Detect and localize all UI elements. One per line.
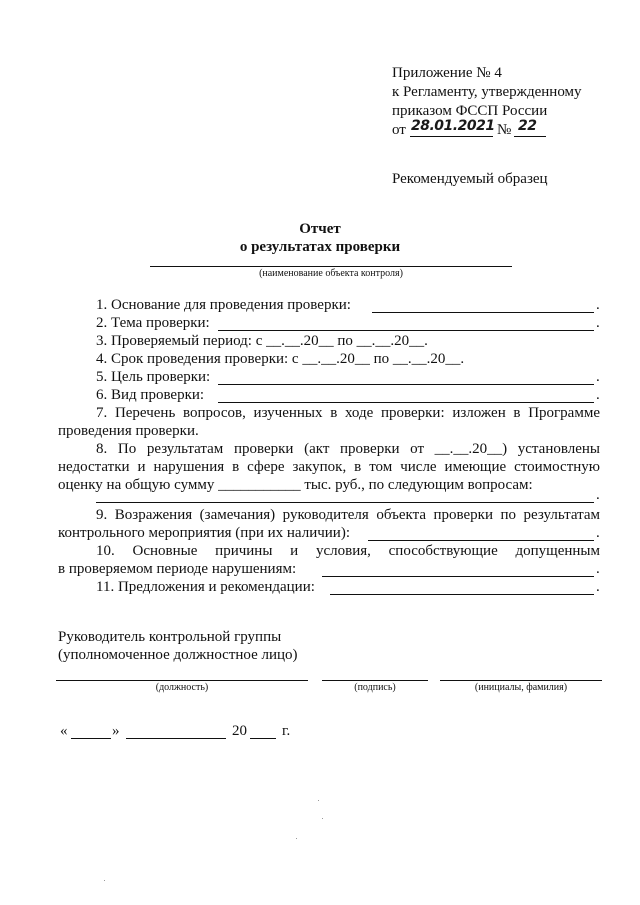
- item-11-line: [330, 594, 594, 595]
- item-8-line-2: недостатки и нарушения в сфере закупок, в том числе имеющие стоимостную: [58, 459, 600, 475]
- date-close-quote: »: [112, 723, 120, 739]
- scan-speck: [318, 800, 319, 801]
- date-open-quote: «: [60, 723, 68, 739]
- number-underline: [514, 136, 546, 137]
- date-underline: [410, 136, 493, 137]
- item-8-line-3: оценку на общую сумму ___________ тыс. руб., по следующим вопросам:: [58, 477, 533, 493]
- date-label: от: [392, 122, 406, 138]
- item-10-line-1: 10. Основные причины и условия, способствующие допущенным: [96, 543, 600, 559]
- item-4-label: 4. Срок проведения проверки: с __.__.20__ по __.__.20__.: [96, 351, 465, 367]
- recommended-sample: Рекомендуемый образец: [392, 171, 548, 187]
- regulation-ref: к Регламенту, утвержденному: [392, 84, 582, 100]
- year-prefix: 20: [232, 723, 247, 739]
- item-8-line-1: 8. По результатам проверки (акт проверки от __.__.20__) установлены: [96, 441, 600, 457]
- item-2-label: 2. Тема проверки:: [96, 315, 210, 331]
- authorized-official: (уполномоченное должностное лицо): [58, 647, 298, 663]
- signature-caption: (подпись): [354, 682, 396, 693]
- handwritten-number: 22: [518, 118, 537, 134]
- report-title: Отчет: [299, 221, 341, 237]
- position-line: [56, 680, 308, 681]
- item-3-label: 3. Проверяемый период: с __.__.20__ по __.__.20__.: [96, 333, 428, 349]
- item-8-answer-line: [96, 502, 594, 503]
- item-9-line-2: контрольного мероприятия (при их наличии):: [58, 525, 350, 541]
- item-11-label: 11. Предложения и рекомендации:: [96, 579, 315, 595]
- item-10-line: [322, 576, 594, 577]
- item-5-label: 5. Цель проверки:: [96, 369, 211, 385]
- position-caption: (должность): [155, 682, 209, 693]
- document-page: Приложение № 4 к Регламенту, утвержденному приказом ФССП России от 28.01.2021 № 22 Рекомендуемый образец Отчет о результатах проверки (наименование объекта контроля) 1. Основание для проведения проверки: . 2. Тема проверки: . 3. Проверяемый период: с __.__.20__ по __.__.20__. 4. Срок проведения проверки: с __.__.20__ по __.__.20__. 5. Цель проверки: . 6. Вид проверки: . 7. Перечень вопросов, изученных в ходе проверки: изложен в Программе проведения проверки. 8. По результатам проверки (акт проверки от __.__.20__) установлены недостатки и нарушения в сфере закупок, в том числе имеющие стоимостную оценку на общую сумму ___________ тыс. руб., по следующим вопросам: . 9. Возражения (замечания) руководителя объекта проверки по результатам контрольного мероприятия (при их наличии): . 10. Основные причины и условия, способствующие допущенным в проверяемом периоде нарушениям: . 11. Предложения и рекомендации: . Руководитель контрольной группы (уполномоченное должностное лицо) (должность) (подпись) (инициалы, фамилия) « » 20 г.: [0, 0, 640, 905]
- name-caption: (инициалы, фамилия): [474, 682, 568, 693]
- item-5-line: [218, 384, 594, 385]
- item-6-line: [218, 402, 594, 403]
- object-name-caption: (наименование объекта контроля): [259, 268, 403, 279]
- year-line: [250, 738, 276, 739]
- year-suffix: г.: [282, 723, 291, 739]
- signature-line: [322, 680, 428, 681]
- item-2-line: [218, 330, 594, 331]
- scan-speck: [322, 818, 323, 819]
- order-ref: приказом ФССП России: [392, 103, 548, 119]
- item-9-line: [368, 540, 594, 541]
- scan-speck: [296, 838, 297, 839]
- item-7-line-1: 7. Перечень вопросов, изученных в ходе проверки: изложен в Программе: [96, 405, 600, 421]
- handwritten-date: 28.01.2021: [411, 118, 495, 134]
- item-1-label: 1. Основание для проведения проверки:: [96, 297, 351, 313]
- item-1-line: [372, 312, 594, 313]
- object-name-line: [150, 266, 512, 267]
- item-6-label: 6. Вид проверки:: [96, 387, 205, 403]
- number-label: №: [497, 122, 512, 138]
- name-line: [440, 680, 602, 681]
- head-of-group: Руководитель контрольной группы: [58, 629, 282, 645]
- item-10-line-2: в проверяемом периоде нарушениям:: [58, 561, 297, 577]
- item-9-line-1: 9. Возражения (замечания) руководителя объекта проверки по результатам: [96, 507, 600, 523]
- item-7-line-2: проведения проверки.: [58, 423, 199, 439]
- report-subtitle: о результатах проверки: [239, 239, 401, 255]
- scan-speck: [104, 880, 105, 881]
- month-line: [126, 738, 226, 739]
- appendix-number: Приложение № 4: [392, 65, 502, 81]
- day-line: [71, 738, 111, 739]
